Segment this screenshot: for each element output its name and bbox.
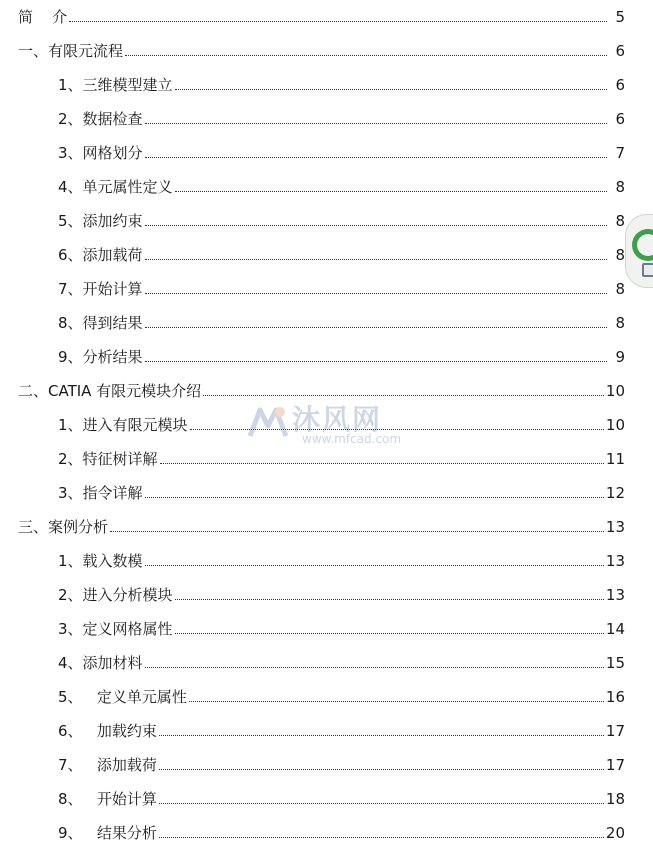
watermark-url: www.mfcad.com [302,432,402,446]
toc-line-3-9[interactable] [58,816,625,842]
toc-label: 3、指令详解 [58,484,143,502]
toc-leader [159,836,604,838]
toc-label: 1、三维模型建立 [58,76,173,94]
toc-line-3-6[interactable] [58,714,625,740]
toc-line-chapter-2[interactable] [18,374,625,400]
toc-page: 10 [605,416,625,434]
side-widget[interactable] [625,214,653,288]
toc-leader [190,428,604,430]
toc-line-3-4[interactable] [58,646,625,672]
toc-page: 15 [605,654,625,672]
toc-leader [175,598,604,600]
toc-line-2-2[interactable] [58,442,625,468]
toc-page: 11 [605,450,625,468]
toc-leader [145,326,607,328]
toc-leader [145,224,607,226]
toc-line-1-1[interactable] [58,68,625,94]
toc-leader [189,700,604,702]
toc-label: 5、添加约束 [58,212,143,230]
toc-label: 4、单元属性定义 [58,178,173,196]
toc-line-1-7[interactable] [58,272,625,298]
toc-leader [159,768,604,770]
toc-line-chapter-1[interactable] [18,34,625,60]
toc-leader [160,462,604,464]
toc-leader [69,20,607,22]
toc-leader [159,734,604,736]
toc-line-intro[interactable] [18,0,625,26]
toc-line-1-5[interactable] [58,204,625,230]
toc-line-1-4[interactable] [58,170,625,196]
toc-page: 6 [615,110,625,128]
toc-page: 8 [615,212,625,230]
toc-line-3-1[interactable] [58,544,625,570]
monitor-icon [642,263,653,277]
toc-page: 8 [615,314,625,332]
toc-label: 3、定义网格属性 [58,620,173,638]
toc-page: 18 [605,790,625,808]
toc-leader [125,54,607,56]
toc-page: 6 [615,42,625,60]
toc-label: 3、网格划分 [58,144,143,162]
toc-page: 13 [605,518,625,536]
toc-line-3-7[interactable] [58,748,625,774]
toc-page: 14 [605,620,625,638]
toc-leader [175,190,607,192]
toc-label: 简 介 [18,8,68,26]
toc-line-1-3[interactable] [58,136,625,162]
toc-page: 12 [605,484,625,502]
toc-line-1-6[interactable] [58,238,625,264]
toc-line-3-3[interactable] [58,612,625,638]
toc-label: 4、添加材料 [58,654,143,672]
toc-label: 2、进入分析模块 [58,586,173,604]
toc-leader [145,666,604,668]
toc-label: 8、 开始计算 [58,790,157,808]
toc-leader [145,564,604,566]
toc-leader [175,88,607,90]
toc-label: 三、案例分析 [18,518,109,536]
toc-page: 13 [605,552,625,570]
toc-line-1-9[interactable] [58,340,625,366]
toc-page: 9 [615,348,625,366]
toc-line-3-5[interactable] [58,680,625,706]
toc-line-2-3[interactable] [58,476,625,502]
toc-line-1-2[interactable] [58,102,625,128]
toc-label: 7、开始计算 [58,280,143,298]
toc-page: 5 [615,8,625,26]
toc-page: 17 [605,756,625,774]
toc-label: 1、进入有限元模块 [58,416,188,434]
toc-page: 6 [615,76,625,94]
toc-label: 8、得到结果 [58,314,143,332]
toc-leader [110,530,604,532]
toc-leader [145,360,607,362]
toc-label: 6、添加载荷 [58,246,143,264]
toc-leader [159,802,604,804]
toc-label: 一、有限元流程 [18,42,124,60]
toc-leader [145,292,607,294]
toc-leader [203,394,604,396]
watermark-brand: 沐风网 [292,403,383,436]
toc-label: 9、分析结果 [58,348,143,366]
toc-page: 20 [605,824,625,842]
toc-page: 7 [615,144,625,162]
toc-page: 8 [615,280,625,298]
toc-line-chapter-3[interactable] [18,510,625,536]
toc-label: 5、 定义单元属性 [58,688,187,706]
toc-page: 13 [605,586,625,604]
toc-leader [175,632,604,634]
toc-page: 16 [605,688,625,706]
toc-label: 2、特征树详解 [58,450,158,468]
toc-line-3-8[interactable] [58,782,625,808]
toc-line-3-2[interactable] [58,578,625,604]
toc-line-2-1[interactable] [58,408,625,434]
toc-page: 10 [605,382,625,400]
gauge-icon [632,229,653,261]
toc-label: 二、CATIA 有限元模块介绍 [18,382,202,400]
toc-label: 2、数据检查 [58,110,143,128]
toc-label: 1、载入数模 [58,552,143,570]
toc-page: 17 [605,722,625,740]
toc-line-1-8[interactable] [58,306,625,332]
toc-page: 8 [615,246,625,264]
toc-leader [145,122,607,124]
toc-leader [145,258,607,260]
toc-leader [145,496,604,498]
toc-label: 6、 加载约束 [58,722,157,740]
toc-label: 7、 添加载荷 [58,756,157,774]
toc-label: 9、 结果分析 [58,824,157,842]
toc-leader [145,156,607,158]
toc-page: 8 [615,178,625,196]
